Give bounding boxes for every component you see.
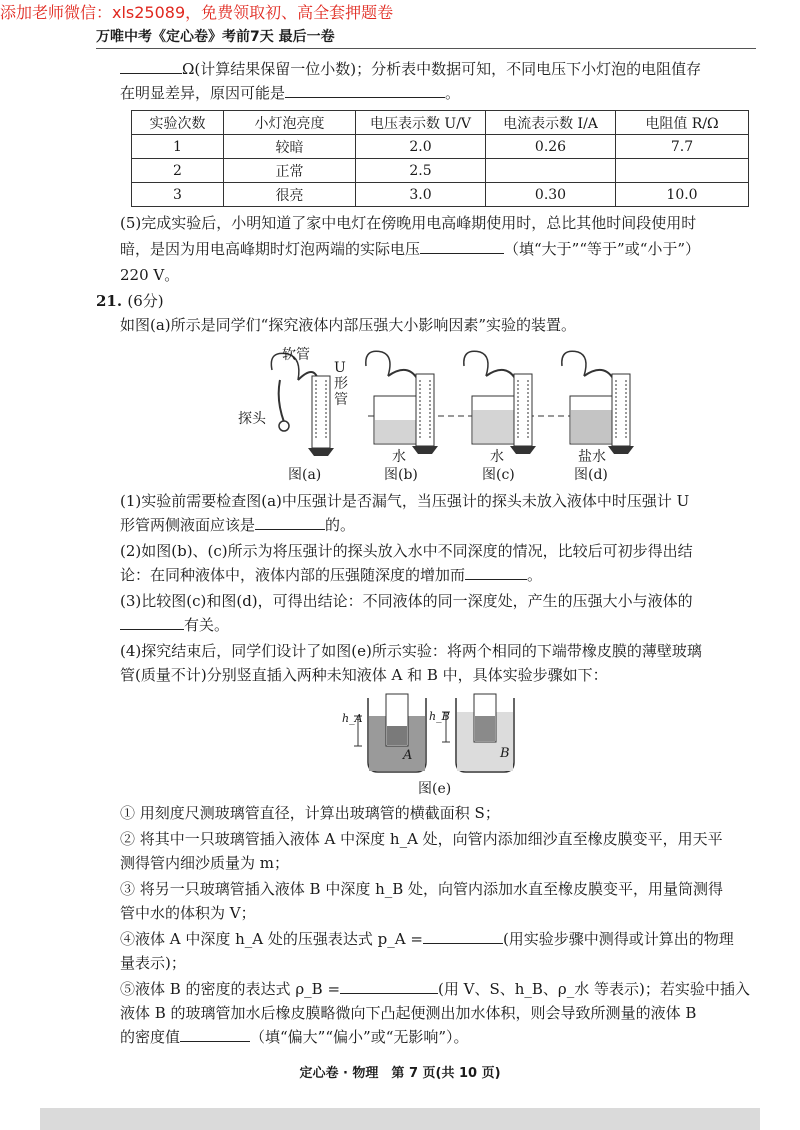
answer-blank[interactable] (285, 82, 445, 98)
col-header: 电压表示数 U/V (356, 111, 486, 135)
q5-line1: (5)完成实验后，小明知道了家中电灯在傍晚用电高峰期使用时，总比其他时间段使用时 (120, 214, 697, 232)
step-2-line1: ② 将其中一只玻璃管插入液体 A 中深度 h_A 处，向管内添加细沙直至橡皮膜变平，用天平 (120, 830, 723, 848)
label-hB: h_B (429, 710, 450, 723)
step-5-line3: 的密度值 （填“偏大”“偏小”或“无影响”）。 (120, 1028, 469, 1046)
caption-fig-c: 图(c) (482, 467, 515, 483)
q21-p4-line1: (4)探究结束后，同学们设计了如图(e)所示实验：将两个相同的下端带橡皮膜的薄壁玻璃 (120, 642, 702, 660)
table-cell: 很亮 (224, 183, 356, 207)
utube-board (312, 376, 330, 448)
container-a (354, 694, 426, 772)
figure-b (366, 351, 438, 454)
table-header-row (132, 111, 749, 135)
col-header: 小灯泡亮度 (224, 111, 356, 135)
step-5-line1: ⑤液体 B 的密度的表达式 ρ_B = (用 V、S、h_B、ρ_水 等表示)；若实验中插入 (120, 980, 750, 998)
answer-blank[interactable] (120, 614, 184, 630)
figure-e (340, 690, 540, 776)
answer-blank[interactable] (465, 564, 527, 580)
answer-blank[interactable] (423, 928, 503, 944)
label-probe: 探头 (238, 411, 266, 427)
table-cell: 3 (132, 183, 224, 207)
table-cell: 2.5 (356, 159, 486, 183)
table-cell: 7.7 (616, 135, 749, 159)
col-header: 实验次数 (132, 111, 224, 135)
figure-d (562, 351, 634, 454)
bottom-scan-strip (40, 1108, 760, 1130)
utube-board (514, 374, 532, 446)
label-salt-water: 盐水 (578, 449, 606, 465)
q21-p4-line2: 管(质量不计)分别竖直插入两种未知液体 A 和 B 中，具体实验步骤如下： (120, 666, 608, 684)
q21-p3-line2: 有关。 (120, 614, 756, 636)
probe-icon (279, 421, 289, 431)
label-liquid-b: B (500, 746, 510, 761)
table-cell: 较暗 (224, 135, 356, 159)
step-2-line2: 测得管内细沙质量为 m； (120, 854, 289, 872)
answer-blank[interactable] (120, 58, 182, 74)
table-cell[interactable] (616, 159, 749, 183)
answer-blank[interactable] (255, 514, 325, 530)
step-1: ① 用刻度尺测玻璃管直径，计算出玻璃管的横截面积 S； (120, 804, 500, 822)
answer-blank[interactable] (340, 978, 438, 994)
step-4-line1: ④液体 A 中深度 h_A 处的压强表达式 p_A = (用实验步骤中测得或计算出的物理 (120, 930, 734, 948)
figure-a (271, 353, 334, 456)
water-fill (375, 420, 421, 443)
page-footer: 定心卷 · 物理 第 7 页(共 10 页) (299, 1066, 501, 1081)
water-fill (473, 410, 519, 443)
q5-line2: 暗，是因为用电高峰期时灯泡两端的实际电压 （填“大于”“等于”或“小于”） (120, 240, 701, 258)
label-hA: h_A (342, 712, 363, 725)
q21-p2-line2: 论：在同种液体中，液体内部的压强随深度的增加而 。 (120, 566, 543, 584)
table-cell: 1 (132, 135, 224, 159)
col-header: 电流表示数 I/A (486, 111, 616, 135)
hand-icon (366, 351, 390, 376)
table-cell: 0.30 (486, 183, 616, 207)
table-row (132, 159, 749, 183)
q21-p3-line1: (3)比较图(c)和图(d)，可得出结论：不同液体的同一深度处，产生的压强大小与液体的 (120, 592, 693, 610)
water-fill (475, 716, 495, 741)
label-water-c: 水 (490, 449, 504, 465)
table-cell[interactable] (486, 159, 616, 183)
q21-p1-line1: (1)实验前需要检查图(a)中压强计是否漏气，当压强计的探头未放入液体中时压强计 U (120, 492, 690, 510)
caption-fig-e: 图(e) (418, 781, 452, 797)
header-divider (96, 48, 756, 49)
label-hose: 软管 (282, 347, 310, 363)
caption-fig-b: 图(b) (384, 467, 418, 483)
utube-board (612, 374, 630, 446)
answer-blank[interactable] (180, 1026, 250, 1042)
caption-fig-a: 图(a) (288, 467, 322, 483)
table-cell: 0.26 (486, 135, 616, 159)
q21-intro: 如图(a)所示是同学们“探究液体内部压强大小影响因素”实验的装置。 (120, 316, 576, 334)
step-4-line2: 量表示)； (120, 954, 186, 972)
q21-p2-line1: (2)如图(b)、(c)所示为将压强计的探头放入水中不同深度的情况，比较后可初步得出结 (120, 542, 693, 560)
label-utube: U形管 (334, 360, 348, 408)
caption-fig-d: 图(d) (574, 467, 608, 483)
step-3-line1: ③ 将另一只玻璃管插入液体 B 中深度 h_B 处，向管内添加水直至橡皮膜变平，用量筒测得 (120, 880, 724, 898)
figure-c (464, 351, 536, 454)
utube-board (416, 374, 434, 446)
para1-line2: 在明显差异，原因可能是 。 (120, 84, 461, 102)
label-water-b: 水 (392, 449, 406, 465)
table-cell: 10.0 (616, 183, 749, 207)
label-liquid-a: A (403, 748, 413, 763)
hand-icon (464, 351, 488, 376)
experiment-table (131, 110, 749, 207)
col-header: 电阻值 R/Ω (616, 111, 749, 135)
para1-line1: Ω(计算结果保留一位小数)；分析表中数据可知，不同电压下小灯泡的电阻值存 (120, 58, 756, 80)
table-row (132, 135, 749, 159)
step-3-line2: 管中水的体积为 V； (120, 904, 256, 922)
table-cell: 2.0 (356, 135, 486, 159)
table-cell: 2 (132, 159, 224, 183)
step-5-line2: 液体 B 的玻璃管加水后橡皮膜略微向下凸起便测出加水体积，则会导致所测量的液体 B (120, 1004, 697, 1022)
q21-header: 21. (6分) (96, 292, 164, 310)
watermark-text: 添加老师微信：xls25089，免费领取初、高全套押题卷 (0, 3, 394, 22)
table-row (132, 183, 749, 207)
answer-blank[interactable] (420, 238, 504, 254)
saltwater-fill (571, 410, 617, 443)
q21-p1-line2: 形管两侧液面应该是 的。 (120, 516, 356, 534)
table-cell: 3.0 (356, 183, 486, 207)
hose-line (279, 380, 284, 422)
hand-icon (562, 351, 586, 376)
q5-line3: 220 V。 (120, 266, 180, 284)
table-cell: 正常 (224, 159, 356, 183)
page-header: 万唯中考《定心卷》考前7天 最后一卷 (96, 29, 335, 45)
sand-fill (387, 726, 407, 745)
